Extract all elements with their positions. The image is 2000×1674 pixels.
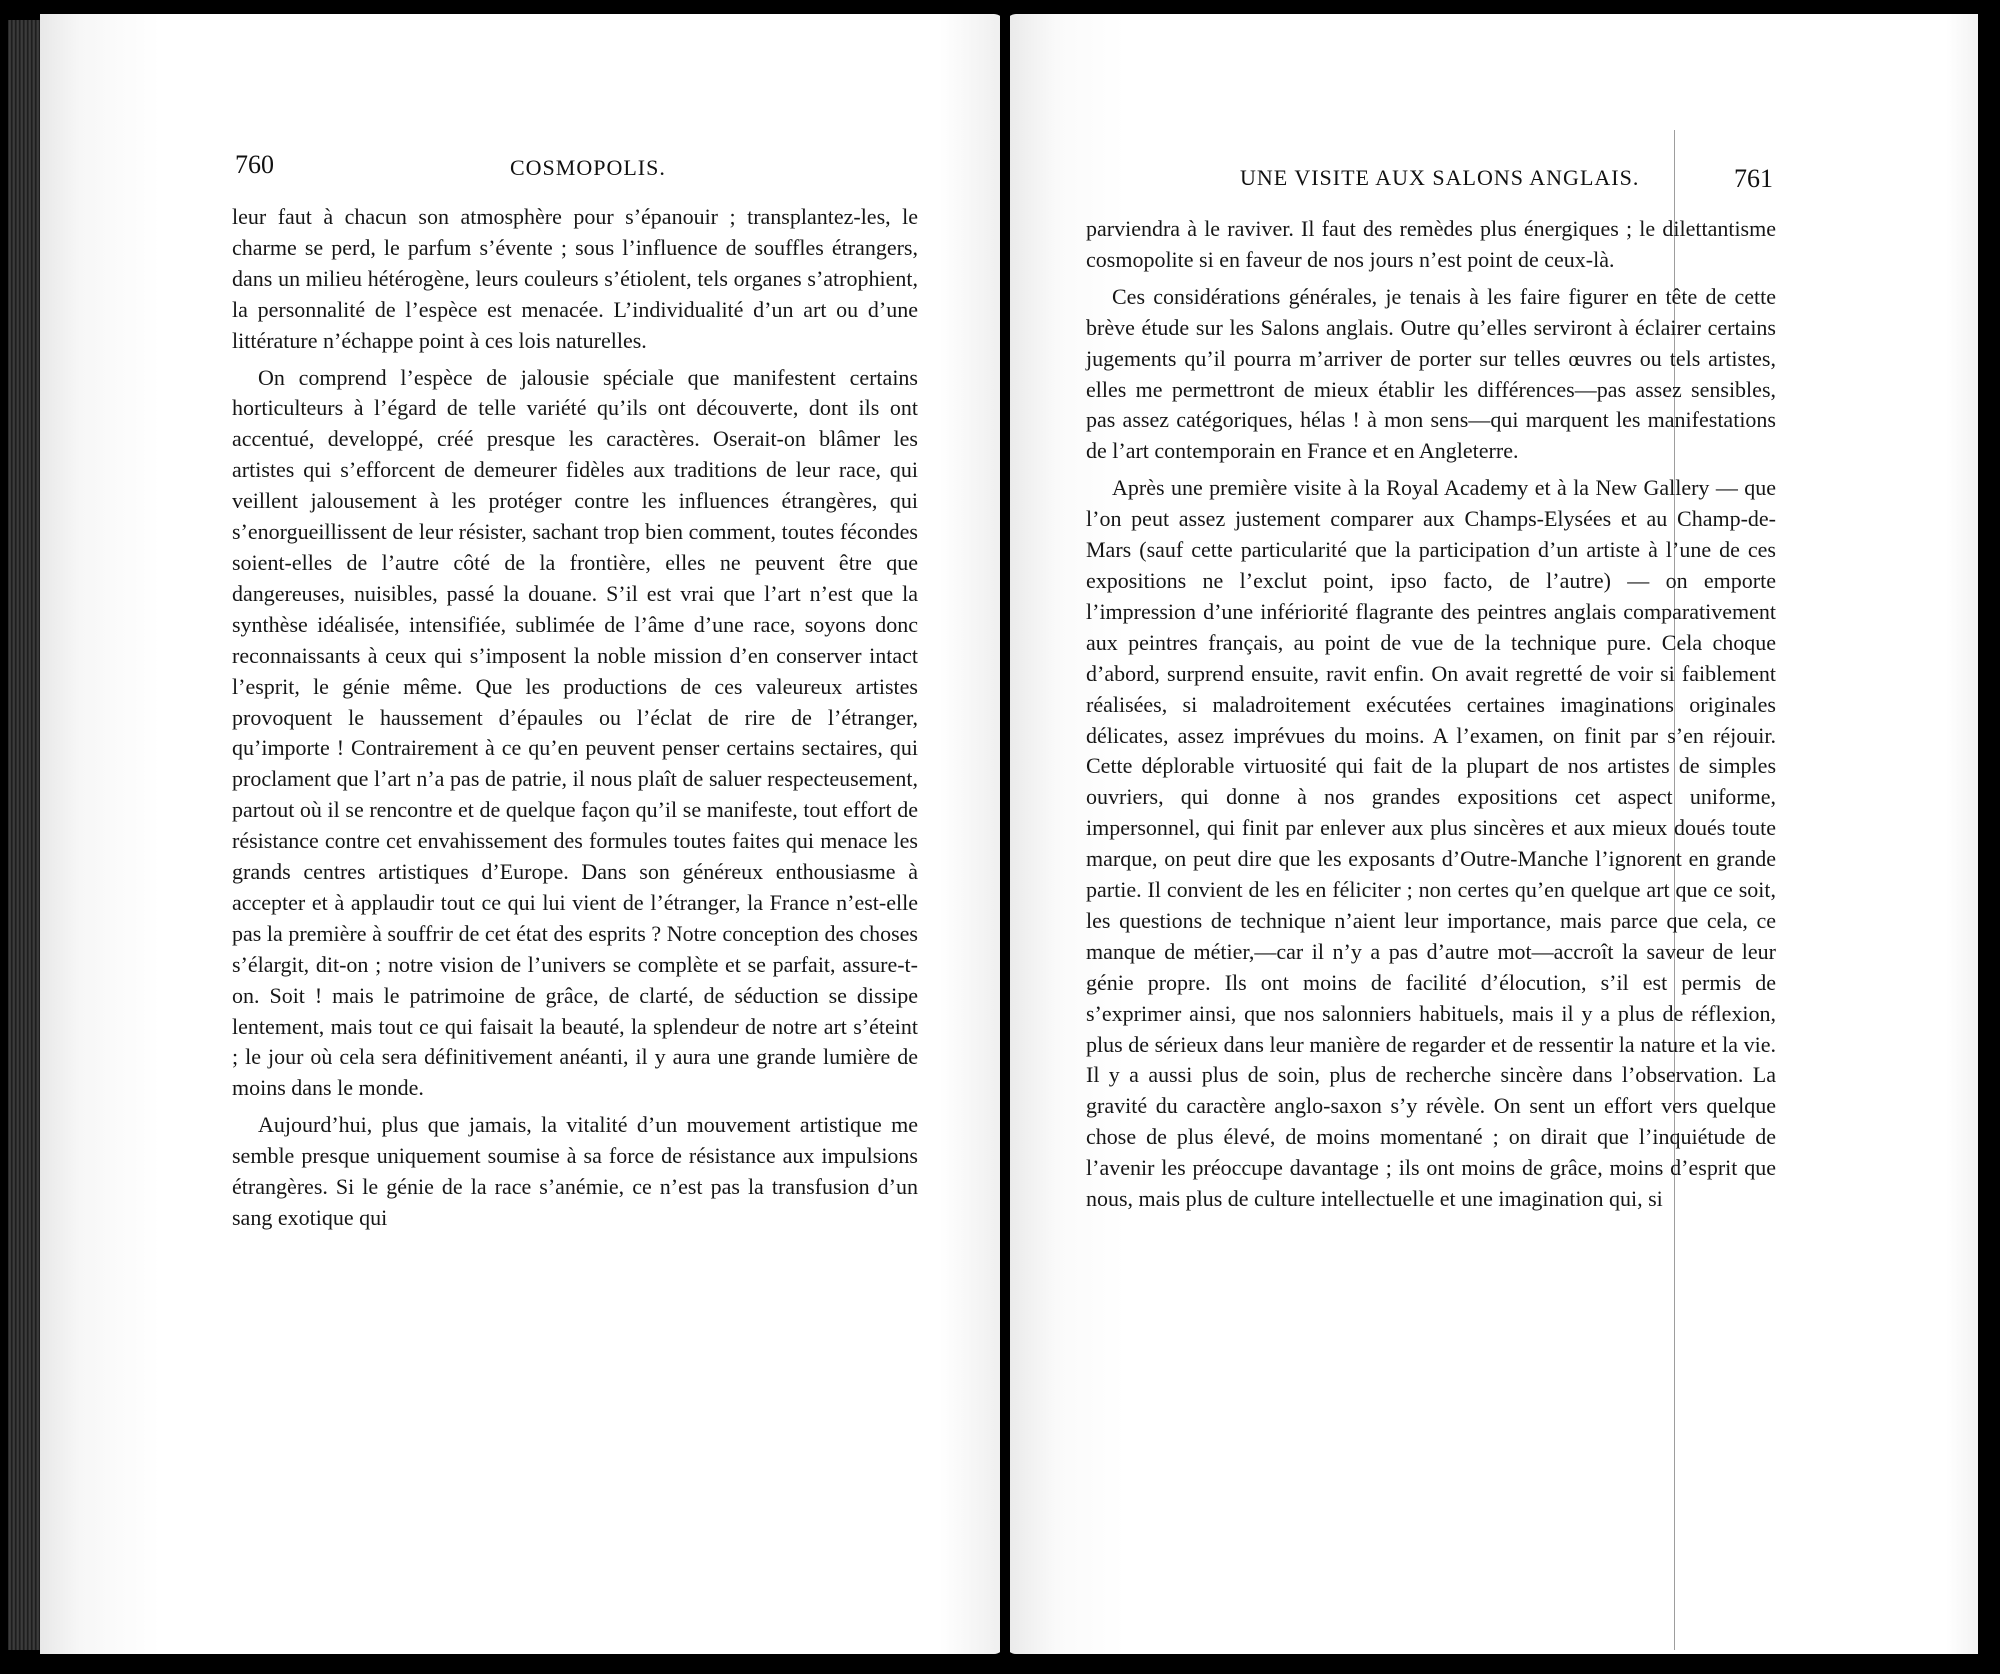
book-gutter: [1000, 10, 1010, 1660]
right-paragraph-2: Ces considérations générales, je tenais à les faire figurer en tête de cette brève étude sur les Salons anglais. Outre qu’elles serviront à éclairer certains jugements qu’il pourra m’arriver de porter sur telles œuvres ou tels artistes, elles me permettront de mieux établir les différences—pas assez sensibles, pas assez catégoriques, hélas ! à mon sens—qui marquent les manifestations de l’art contemporain en France et en Angleterre.: [1086, 283, 1776, 464]
left-running-head: COSMOPOLIS.: [510, 155, 666, 180]
right-running-head: UNE VISITE AUX SALONS ANGLAIS.: [1240, 165, 1640, 190]
right-page-text: [1086, 214, 1776, 1215]
left-paragraph-2: On comprend l’espèce de jalousie spéciale que manifestent certains horticulteurs à l’égard de telle variété qu’ils ont découverte, dont ils ont accentué, developpé, créé presque les caractères. Oserait-on blâmer les artistes qui s’efforcent de demeurer fidèles aux traditions de leur race, qui veillent jalousement à les protéger contre les influences étrangères, qui s’enorgueillissent de leur résister, sachant trop bien comment, toutes fécondes soient-elles de l’autre côté de la frontière, elles ne peuvent être que dangereuses, nuisibles, passé la douane. S’il est vrai que l’art n’est que la synthèse idéalisée, intensifiée, sublimée de l’âme d’une race, soyons donc reconnaissants à ceux qui s’imposent la noble mission d’en conserver intact l’esprit, le génie même. Que les productions de ces valeureux artistes provoquent le haussement d’épaules ou l’éclat de rire de l’étranger, qu’importe ! Contrairement à ce qu’en peuvent penser certains sectaires, qui proclament que l’art n’a pas de patrie, il nous plaît de saluer respecteusement, partout où il se rencontre et de quelque façon qu’il se manifeste, tout effort de résistance contre cet envahissement des formules toutes faites qui menace les grands centres artistiques d’Europe. Dans son généreux enthousiasme à accepter et à applaudir tout ce qui lui vient de l’étranger, la France n’est-elle pas la première à souffrir de cet état des esprits ? Notre conception des choses s’élargit, dit-on ; notre vision de l’univers se complète et se parfait, assure-t-on. Soit ! mais le patrimoine de grâce, de clarté, de séduction se dissipe lentement, mais tout ce qui faisait la beauté, la splendeur de notre art s’éteint ; le jour où cela sera définitivement anéanti, il y aura une grande lumière de moins dans le monde.: [232, 364, 918, 1101]
page-edges: [8, 20, 40, 1650]
left-paragraph-3: Aujourd’hui, plus que jamais, la vitalité d’un mouvement artistique me semble presque uniquement soumise à sa force de résistance aux impulsions étrangères. Si le génie de la race s’anémie, ce n’est pas la transfusion d’un sang exotique qui: [232, 1112, 918, 1230]
right-paragraph-3: Après une première visite à la Royal Academy et à la New Gallery — que l’on peut assez justement comparer aux Champs-Elysées et au Champ-de-Mars (sauf cette particularité que la participation d’un artiste à l’une de ces expositions ne l’exclut point, ipso facto, de l’autre) — on emporte l’impression d’une infériorité flagrante des peintres anglais comparativement aux peintres français, au point de vue de la technique pure. Cela choque d’abord, surprend ensuite, ravit enfin. On avait regretté de voir si faiblement réalisées, si maladroitement exécutées certaines imaginations originales délicates, assez imprévues du moins. A l’examen, on finit par s’en réjouir. Cette déplorable virtuosité qui fait de la plupart de nos artistes de simples ouvriers, qui donne à nos grandes expositions cet aspect uniforme, impersonnel, qui finit par enlever aux plus sincères et aux mieux doués toute marque, on peut dire que les exposants d’Outre-Manche l’ignorent en grande partie. Il convient de les en féliciter ; non certes qu’en quelque art que ce soit, les questions de technique n’aient leur importance, mais parce que cela, ce manque de métier,—car il n’y a pas d’autre mot—accroît la saveur de leur génie propre. Ils ont moins de facilité d’élocution, s’il est permis de s’exprimer ainsi, que nos salonniers habituels, mais il y a plus de réflexion, plus de sérieux dans leur manière de regarder et de ressentir la nature et la vie. Il y a aussi plus de soin, plus de recherche sincère dans l’observation. La gravité du caractère anglo-saxon s’y révèle. On sent un effort vers quelque chose de plus élevé, de moins momentané ; on dirait que l’inquiétude de l’avenir les préoccupe davantage ; ils ont moins de grâce, moins d’esprit que nous, mais plus de culture intellectuelle et une imagination qui, si: [1086, 475, 1776, 1212]
left-paragraph-1: leur faut à chacun son atmosphère pour s’épanouir ; transplantez-les, le charme se perd, le parfum s’évente ; sous l’influence de souffles étrangers, dans un milieu hétérogène, leurs couleurs s’étiolent, tels organes s’atrophient, la personnalité de l’espèce est menacée. L’individualité d’un art ou d’une littérature n’échappe point à ces lois naturelles.: [232, 204, 918, 353]
left-page-text: [232, 202, 918, 1234]
right-page-number: 761: [1734, 164, 1773, 193]
left-page-number: 760: [235, 150, 274, 179]
right-paragraph-1: parviendra à le raviver. Il faut des remèdes plus énergiques ; le dilettantisme cosmopolite si en faveur de nos jours n’est point de ceux-là.: [1086, 216, 1776, 272]
